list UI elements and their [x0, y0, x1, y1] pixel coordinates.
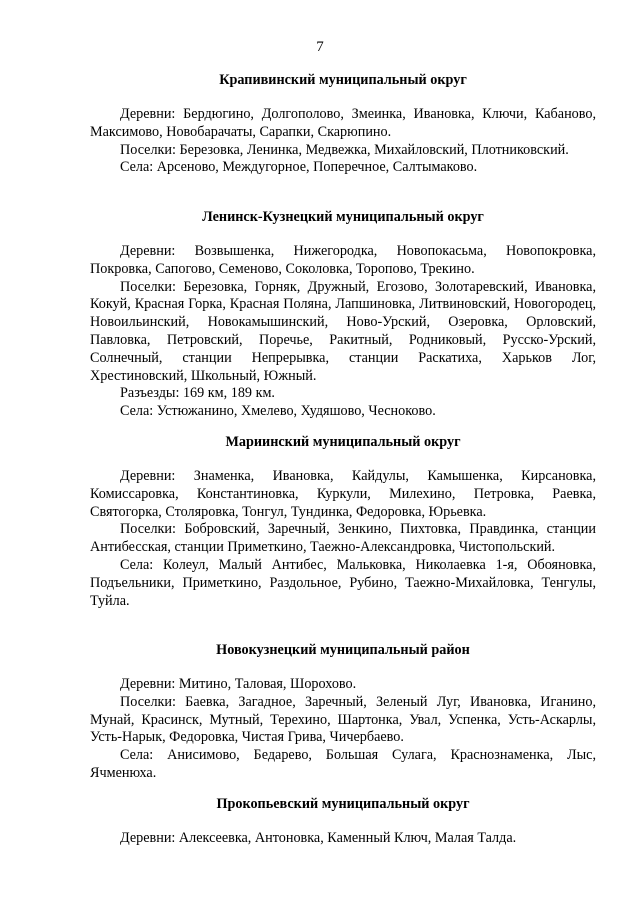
paragraph-selo: Села: Колеул, Малый Антибес, Мальковка, Николаевка 1-я, Обояновка, Подъельники, Приметкино, Раздольное, Рубино, Таежно-Михайловка, Тенгулы, Туйла.: [90, 556, 596, 609]
section-novokuznetsky: [90, 641, 596, 783]
section-krapivinsky: [90, 71, 596, 177]
paragraph-villages: Деревни: Митино, Таловая, Шорохово.: [120, 676, 357, 692]
paragraph-selo: Села: Устюжанино, Хмелево, Худяшово, Чесноково.: [120, 403, 436, 420]
section-heading: Мариинский муниципальный округ: [225, 434, 461, 450]
paragraph-villages: Деревни: Алексеевка, Антоновка, Каменный Ключ, Малая Талда.: [120, 830, 517, 846]
paragraph-sidings: Разъезды: 169 км, 189 км.: [120, 385, 275, 402]
paragraph-selo: Села: Анисимово, Бедарево, Большая Сулага, Краснознаменка, Лыс, Ячменюха.: [90, 747, 596, 781]
paragraph-settlements: Поселки: Баевка, Загадное, Заречный, Зеленый Луг, Ивановка, Иганино, Мунай, Красинск, Мутный, Терехино, Шартонка, Увал, Успенка, Усть-Аскарлы, Усть-Нарык, Федоровка, Чистая Грива, Чичербаево.: [90, 693, 596, 746]
paragraph-settlements: Поселки: Бобровский, Заречный, Зенкино, Пихтовка, Правдинка, станции Антибесская, станции Приметкино, Таежно-Александровка, Чистопольский.: [90, 521, 596, 556]
section-prokopyevsky: [90, 795, 596, 848]
paragraph-villages: Деревни: Возвышенка, Нижегородка, Новопокасьма, Новопокровка, Покровка, Сапогово, Семеново, Соколовка, Торопово, Трекино.: [90, 243, 596, 277]
section-mariinsky: [90, 433, 596, 610]
paragraph-settlements: Поселки: Березовка, Горняк, Дружный, Егозово, Золотаревский, Ивановка, Кокуй, Красная Горка, Красная Поляна, Лапшиновка, Литвиновский, Новогородец, Новоильинский, Новокамышинский, Ново-Урский, Озеровка, Орловский, Павловка, Петровский, Поречье, Ракитный, Родниковый, Русско-Урский, Солнечный, станции Непрерывка, станции Раскатиха, Харьков Лог, Хрестиновский, Школьный, Южный.: [90, 278, 596, 384]
section-heading: Крапивинский муниципальный округ: [219, 72, 467, 88]
paragraph-villages: Деревни: Знаменка, Ивановка, Кайдулы, Камышенка, Кирсановка, Комиссаровка, Константиновка, Куркули, Милехино, Петровка, Раевка, Святогорка, Столяровка, Тонгул, Тундинка, Федоровка, Юрьевка.: [90, 468, 596, 520]
page-number: 7: [316, 39, 324, 55]
section-heading: Прокопьевский муниципальный округ: [216, 796, 470, 812]
paragraph-villages: Деревни: Бердюгино, Долгополово, Змеинка, Ивановка, Ключи, Кабаново, Максимово, Новобарачаты, Сарапки, Скарюпино.: [90, 106, 596, 140]
section-leninsk-kuznetsky: [90, 208, 596, 421]
section-heading: Ленинск-Кузнецкий муниципальный округ: [202, 209, 484, 225]
paragraph-settlements: Поселки: Березовка, Ленинка, Медвежка, Михайловский, Плотниковский.: [120, 141, 569, 158]
section-heading: Новокузнецкий муниципальный район: [216, 642, 470, 658]
paragraph-selo: Села: Арсеново, Междугорное, Поперечное, Салтымаково.: [120, 159, 478, 176]
